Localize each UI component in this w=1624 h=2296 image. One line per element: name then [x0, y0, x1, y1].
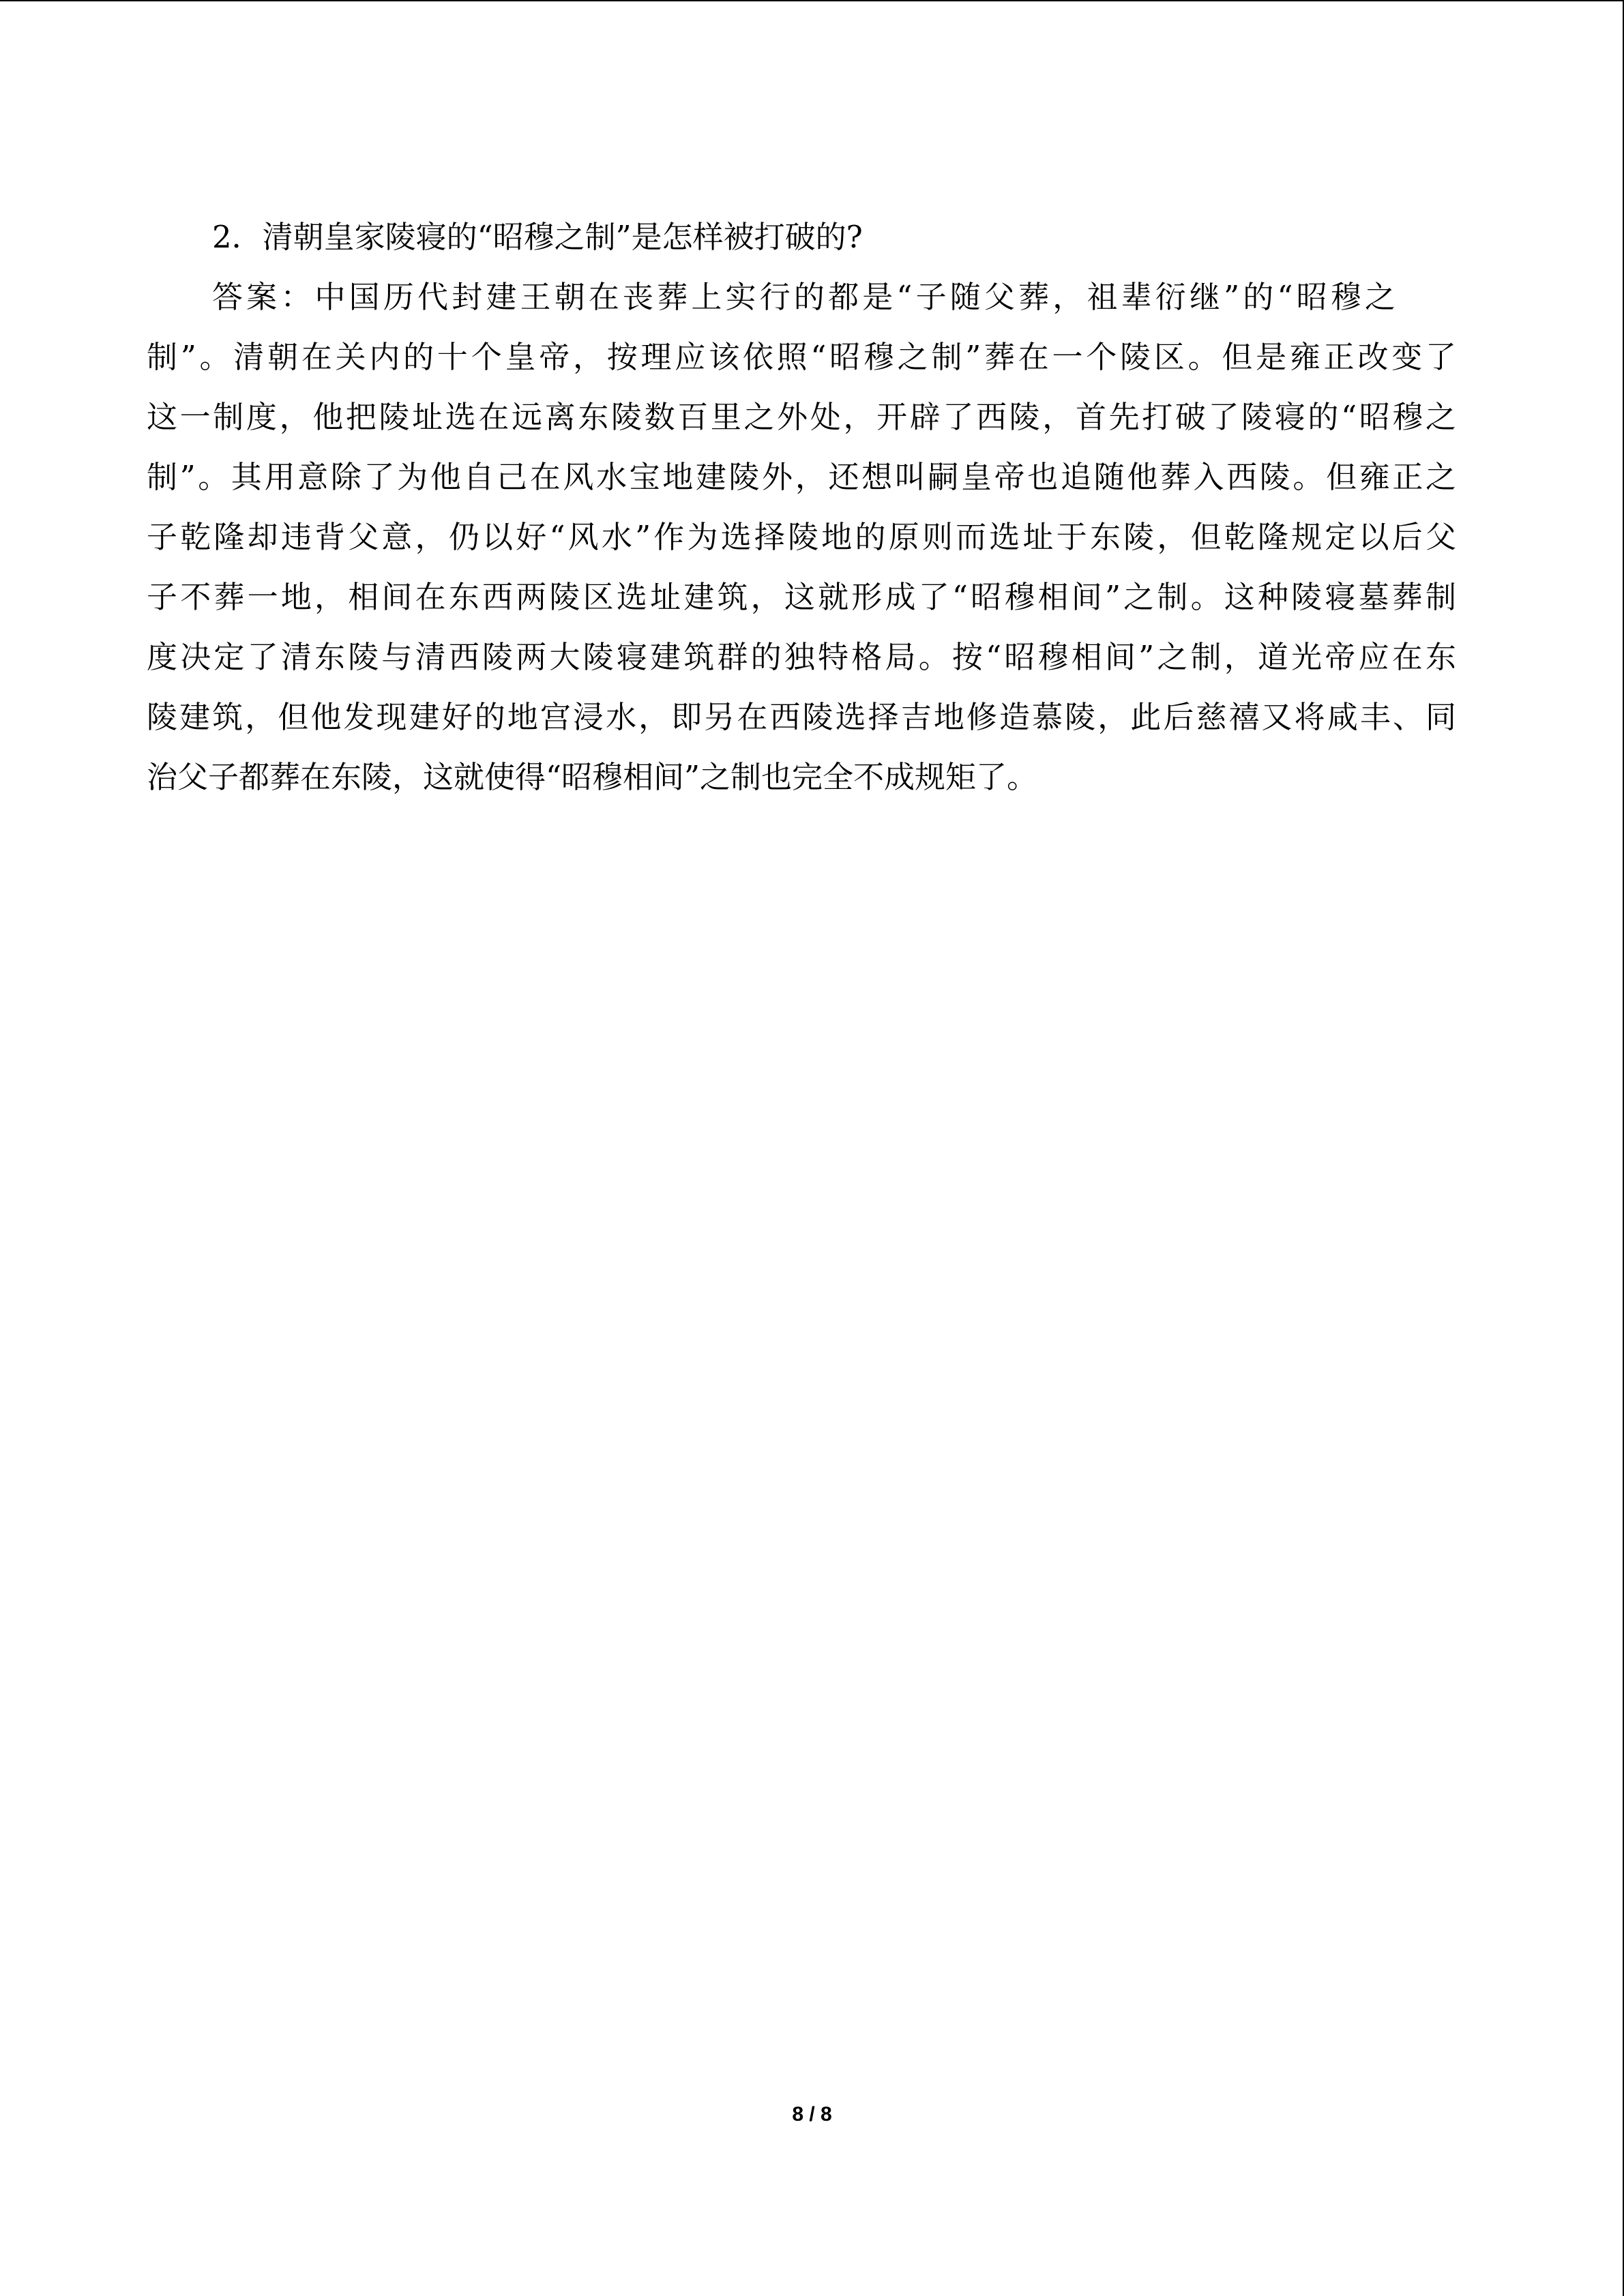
answer-line: 度决定了清东陵与清西陵两大陵寝建筑群的独特格局。按“昭穆相间”之制，道光帝应在东: [147, 639, 1456, 675]
answer-line: 答案：中国历代封建王朝在丧葬上实行的都是“子随父葬，祖辈衍继”的“昭穆之: [212, 279, 1396, 315]
answer-line: 治父子都葬在东陵，这就使得“昭穆相间”之制也完全不成规矩了。: [147, 759, 1038, 795]
answer-line: 制”。清朝在关内的十个皇帝，按理应该依照“昭穆之制”葬在一个陵区。但是雍正改变了: [147, 339, 1456, 375]
answer-line: 子乾隆却违背父意，仍以好“风水”作为选择陵地的原则而选址于东陵，但乾隆规定以后父: [147, 519, 1456, 555]
answer-line: 这一制度，他把陵址选在远离东陵数百里之外处，开辟了西陵，首先打破了陵寝的“昭穆之: [147, 399, 1456, 435]
question-heading: 2．清朝皇家陵寝的“昭穆之制”是怎样被打破的?: [212, 219, 863, 255]
answer-line: 陵建筑，但他发现建好的地宫浸水，即另在西陵选择吉地修造慕陵，此后慈禧又将咸丰、同: [147, 699, 1456, 735]
answer-line: 子不葬一地，相间在东西两陵区选址建筑，这就形成了“昭穆相间”之制。这种陵寝墓葬制: [147, 579, 1456, 615]
answer-line: 制”。其用意除了为他自己在风水宝地建陵外，还想叫嗣皇帝也追随他葬入西陵。但雍正之: [147, 459, 1456, 495]
page-number: 8 / 8: [792, 2103, 832, 2126]
